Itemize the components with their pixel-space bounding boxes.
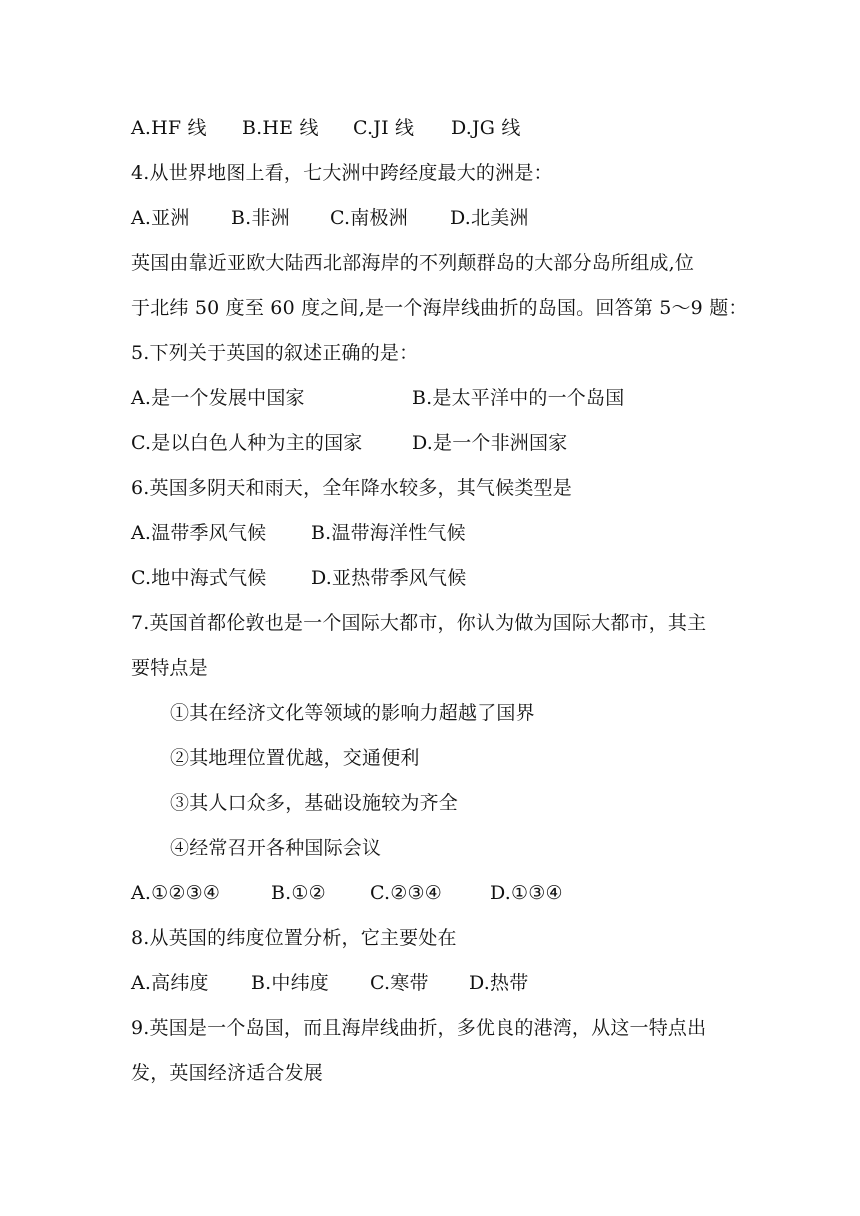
q6-option-d: D.亚热带季风气候 xyxy=(311,567,467,589)
q7-item-1: ①其在经济文化等领域的影响力超越了国界 xyxy=(170,702,535,724)
q3-option-a: A.HF 线 xyxy=(131,117,207,139)
q8-option-b: B.中纬度 xyxy=(251,972,330,994)
q4-option-d: D.北美洲 xyxy=(450,207,529,229)
q7-stem-line-2: 要特点是 xyxy=(131,657,208,679)
q3-option-c: C.JI 线 xyxy=(353,117,415,139)
q6-option-c: C.地中海式气候 xyxy=(131,567,267,589)
q5-option-d: D.是一个非洲国家 xyxy=(412,432,568,454)
q5-option-c: C.是以白色人种为主的国家 xyxy=(131,432,363,454)
q5-option-a: A.是一个发展中国家 xyxy=(131,387,305,409)
q6-stem: 6.英国多阴天和雨天，全年降水较多，其气候类型是 xyxy=(131,477,572,499)
q7-item-2: ②其地理位置优越，交通便利 xyxy=(170,747,420,769)
q7-option-b: B.①② xyxy=(271,882,326,904)
q9-stem-line-1: 9.英国是一个岛国，而且海岸线曲折，多优良的港湾，从这一特点出 xyxy=(131,1017,707,1039)
q7-option-d: D.①③④ xyxy=(490,882,563,904)
q7-item-4: ④经常召开各种国际会议 xyxy=(170,837,382,859)
q9-stem-line-2: 发，英国经济适合发展 xyxy=(131,1062,324,1084)
q3-option-b: B.HE 线 xyxy=(242,117,319,139)
q6-option-a: A.温带季风气候 xyxy=(131,522,267,544)
q7-item-3: ③其人口众多，基础设施较为齐全 xyxy=(170,792,459,814)
q5-option-b: B.是太平洋中的一个岛国 xyxy=(412,387,625,409)
q6-option-b: B.温带海洋性气候 xyxy=(311,522,466,544)
q7-option-a: A.①②③④ xyxy=(131,882,221,904)
q4-option-c: C.南极洲 xyxy=(330,207,408,229)
q7-option-c: C.②③④ xyxy=(370,882,442,904)
q8-option-c: C.寒带 xyxy=(370,972,429,994)
q8-option-a: A.高纬度 xyxy=(131,972,209,994)
q4-stem: 4.从世界地图上看，七大洲中跨经度最大的洲是： xyxy=(131,162,553,184)
q4-option-b: B.非洲 xyxy=(231,207,290,229)
q8-stem: 8.从英国的纬度位置分析，它主要处在 xyxy=(131,927,457,949)
q8-option-d: D.热带 xyxy=(469,972,529,994)
q5-stem: 5.下列关于英国的叙述正确的是： xyxy=(131,342,419,364)
passage-line-2: 于北纬 50 度至 60 度之间,是一个海岸线曲折的岛国。回答第 5～9 题： xyxy=(131,297,748,319)
q4-option-a: A.亚洲 xyxy=(131,207,190,229)
q7-stem-line-1: 7.英国首都伦敦也是一个国际大都市，你认为做为国际大都市，其主 xyxy=(131,612,707,634)
q3-option-d: D.JG 线 xyxy=(451,117,521,139)
passage-line-1: 英国由靠近亚欧大陆西北部海岸的不列颠群岛的大部分岛所组成,位 xyxy=(131,252,695,274)
